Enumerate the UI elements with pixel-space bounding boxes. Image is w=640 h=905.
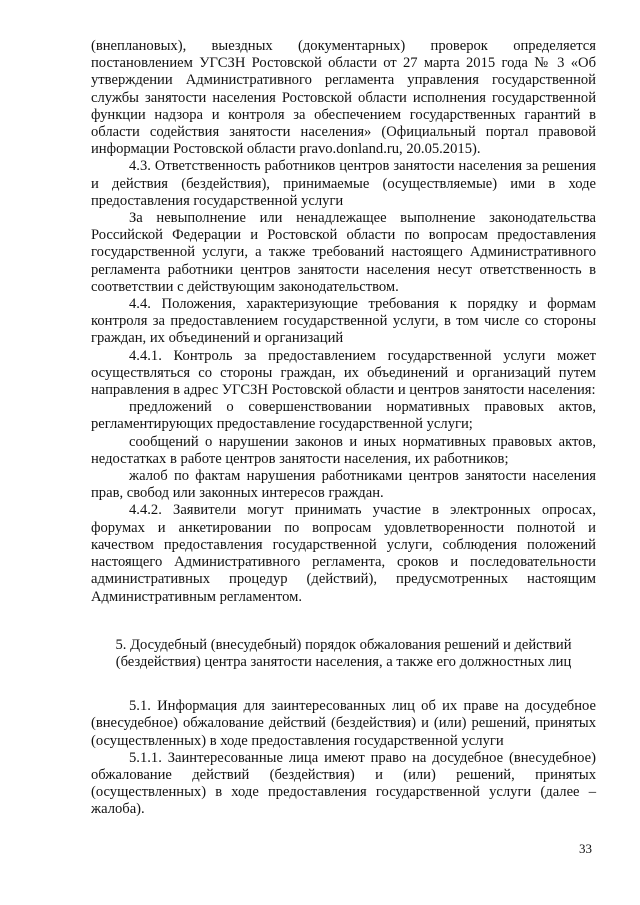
paragraph-reports: сообщений о нарушении законов и иных нормативных правовых актов, недостатках в работе центров занятости населения, их работников; [91,433,596,467]
paragraph-5-1: 5.1. Информация для заинтересованных лиц об их праве на досудебное (внесудебное) обжалование действий (бездействия) и (или) решений, принятых (осуществленных) в ходе предоставления государственной услуги [91,698,596,749]
paragraph-responsibility: За невыполнение или ненадлежащее выполнение законодательства Российской Федерации и Ростовской области по вопросам предоставления государственной услуги, а также требований настоящего Административного регламента работники центров занятости населения несут ответственность в соответствии с действующим законодательством. [91,210,596,295]
page-content [91,38,596,819]
paragraph-4-4: 4.4. Положения, характеризующие требования к порядку и формам контроля за предоставлением государственной услуги, в том числе со стороны граждан, их объединений и организаций [91,296,596,347]
paragraph-proposals: предложений о совершенствовании нормативных правовых актов, регламентирующих предоставление государственной услуги; [91,399,596,433]
section-spacer [91,606,596,637]
paragraph-4-4-2: 4.4.2. Заявители могут принимать участие в электронных опросах, форумах и анкетировании по вопросам удовлетворенности полнотой и качеством предоставления государственной услуги, соблюдения положений настоящего Административного регламента, сроков и последовательности административных процедур (действий), предусмотренных настоящим Административным регламентом. [91,502,596,605]
paragraph-4-4-1: 4.4.1. Контроль за предоставлением государственной услуги может осуществляться со стороны граждан, их объединений и организаций путем направления в адрес УГСЗН Ростовской области и центров занятости населения: [91,347,596,399]
paragraph-continuation: (внеплановых), выездных (документарных) проверок определяется постановлением УГСЗН Ростовской области от 27 марта 2015 года № 3 «Об утверждении Административного регламента управления государственной службы занятости населения Ростовской области исполнения государственной функции надзора и контроля за обеспечением государственных гарантий в области содействия занятости населения» (Официальный портал правовой информации Ростовской области pravo.donland.ru, 20.05.2015). [91,38,596,158]
section-5-heading: 5. Досудебный (внесудебный) порядок обжалования решений и действий (бездействия) центра занятости населения, а также его должностных лиц [115,636,572,670]
page-number: 33 [579,841,592,856]
paragraph-complaints: жалоб по фактам нарушения работниками центров занятости населения прав, свобод или законных интересов граждан. [91,468,596,502]
paragraph-5-1-1: 5.1.1. Заинтересованные лица имеют право на досудебное (внесудебное) обжалование действий (бездействия) и (или) решений, принятых (осуществленных) в ходе предоставления государственной услуги (далее – жалоба). [91,749,596,818]
section-spacer-after [91,671,596,698]
paragraph-4-3: 4.3. Ответственность работников центров занятости населения за решения и действия (бездействия), принимаемые (осуществляемые) ими в ходе предоставления государственной услуги [91,158,596,209]
